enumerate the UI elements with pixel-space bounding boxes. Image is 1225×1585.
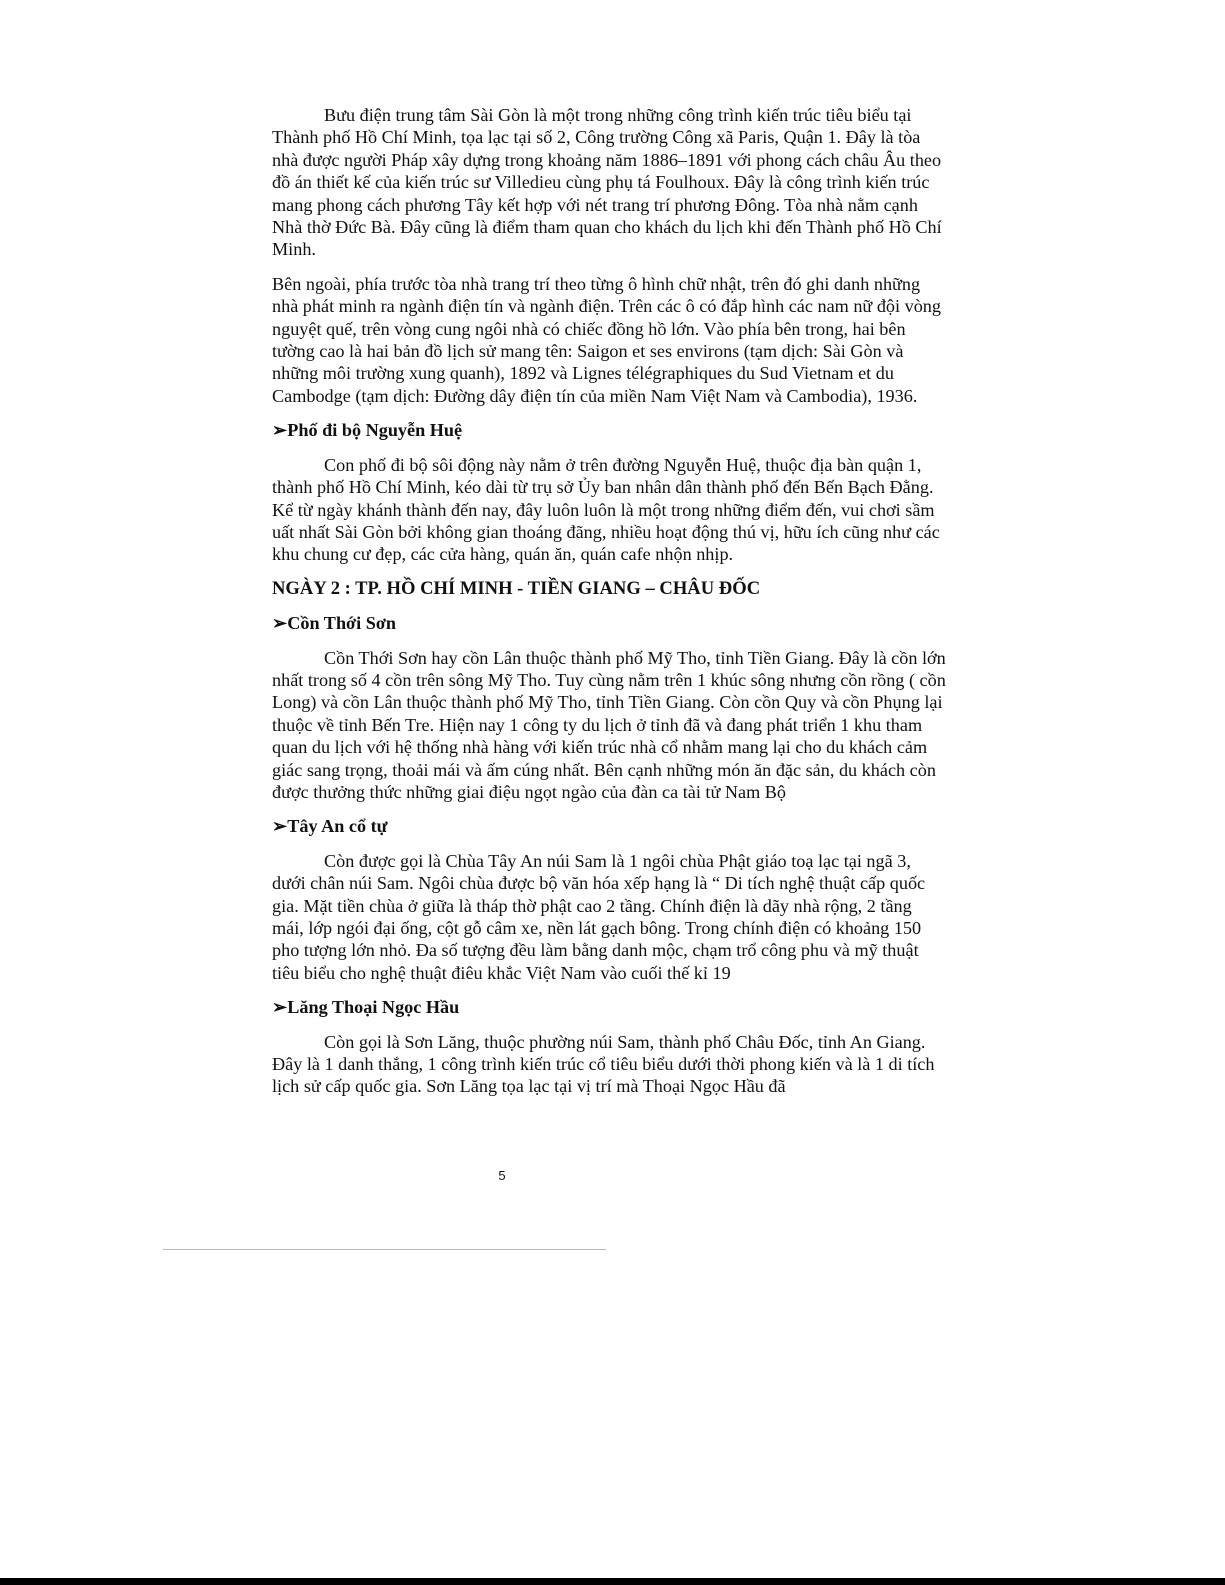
page-number: 5 (498, 1168, 506, 1183)
section-heading-text: Tây An cổ tự (287, 816, 388, 837)
section-body-lang-thoai: Còn gọi là Sơn Lăng, thuộc phường núi Sam, thành phố Châu Đốc, tỉnh An Giang. Đây là 1 danh thắng, 1 công trình kiến trúc cổ tiêu biểu dưới thời phong kiến và là 1 di tích lịch sử cấp quốc gia. Sơn Lăng tọa lạc tại vị trí mà Thoại Ngọc Hầu đã (272, 1031, 935, 1097)
arrow-bullet-icon: ➢ (272, 997, 288, 1018)
arrow-bullet-icon: ➢ (272, 420, 288, 441)
footer-divider (163, 1249, 606, 1250)
section-heading-text: Cồn Thới Sơn (287, 613, 397, 634)
arrow-bullet-icon: ➢ (272, 613, 288, 634)
document-page (272, 104, 948, 1110)
section-heading-text: Lăng Thoại Ngọc Hầu (287, 997, 460, 1018)
section-body-tay-an: Còn được gọi là Chùa Tây An núi Sam là 1 ngôi chùa Phật giáo toạ lạc tại ngã 3, dưới chân núi Sam. Ngôi chùa được bộ văn hóa xếp hạng là “ Di tích nghệ thuật cấp quốc gia. Mặt tiền chùa ở giữa là tháp thờ phật cao 2 tầng. Chính điện là dãy nhà rộng, 2 tầng mái, lớp ngói đại ống, cột gỗ câm xe, nền lát gạch bông. Trong chính điện có khoảng 150 pho tượng lớn nhỏ. Đa số tượng đều làm bằng danh mộc, chạm trổ công phu và mỹ thuật tiêu biểu cho nghệ thuật điêu khắc Việt Nam vào cuối thế kỉ 19 (272, 850, 926, 983)
intro-paragraph-2: Bên ngoài, phía trước tòa nhà trang trí theo từng ô hình chữ nhật, trên đó ghi danh những nhà phát minh ra ngành điện tín và ngành điện. Trên các ô có đắp hình các nam nữ đội vòng nguyệt quế, trên vòng cung ngôi nhà có chiếc đồng hồ lớn. Vào phía bên trong, hai bên tường cao là hai bản đồ lịch sử mang tên: Saigon et ses environs (tạm dịch: Sài Gòn và những môi trường xung quanh), 1892 và Lignes télégraphiques du Sud Vietnam et du Cambodge (tạm dịch: Đường dây điện tín của miền Nam Việt Nam và Cambodia), 1936. (272, 273, 941, 406)
intro-paragraph-1: Bưu điện trung tâm Sài Gòn là một trong những công trình kiến trúc tiêu biểu tại Thành phố Hồ Chí Minh, tọa lạc tại số 2, Công trường Công xã Paris, Quận 1. Đây là tòa nhà được người Pháp xây dựng trong khoảng năm 1886–1891 với phong cách châu Âu theo đồ án thiết kế của kiến trúc sư Villedieu cùng phụ tá Foulhoux. Đây là công trình kiến trúc mang phong cách phương Tây kết hợp với nét trang trí phương Đông. Tòa nhà nằm cạnh Nhà thờ Đức Bà. Đây cũng là điểm tham quan cho khách du lịch khi đến Thành phố Hồ Chí Minh. (272, 105, 942, 260)
section-heading-con-thoi-son (272, 612, 948, 634)
section-heading-tay-an (272, 815, 948, 837)
section-body-con-thoi-son: Cồn Thới Sơn hay cồn Lân thuộc thành phố Mỹ Tho, tỉnh Tiền Giang. Đây là cồn lớn nhất trong số 4 cồn trên sông Mỹ Tho. Tuy cùng nằm trên 1 khúc sông nhưng cồn rồng ( cồn Long) và cồn Lân thuộc thành phố Mỹ Tho, tỉnh Tiền Giang. Còn cồn Quy và cồn Phụng lại thuộc về tỉnh Bến Tre. Hiện nay 1 công ty du lịch ở tỉnh đã và đang phát triển 1 khu tham quan du lịch với hệ thống nhà hàng với kiến trúc nhà cổ nhằm mang lại cho du khách cảm giác sang trọng, thoải mái và ấm cúng nhất. Bên cạnh những món ăn đặc sản, du khách còn được thưởng thức những giai điệu ngọt ngào của đàn ca tài tử Nam Bộ (272, 647, 946, 802)
day-2-heading: NGÀY 2 : TP. HỒ CHÍ MINH - TIỀN GIANG – CHÂU ĐỐC (272, 577, 761, 599)
arrow-bullet-icon: ➢ (272, 816, 288, 837)
section-heading-lang-thoai (272, 996, 948, 1018)
bottom-edge-bar (0, 1578, 1225, 1585)
section-heading-text: Phố đi bộ Nguyễn Huệ (287, 420, 463, 441)
section-body-nguyen-hue: Con phố đi bộ sôi động này nằm ở trên đường Nguyễn Huệ, thuộc địa bàn quận 1, thành phố Hồ Chí Minh, kéo dài từ trụ sở Ủy ban nhân dân thành phố đến Bến Bạch Đằng. Kể từ ngày khánh thành đến nay, đây luôn luôn là một trong những điểm đến, vui chơi sầm uất nhất Sài Gòn bởi không gian thoáng đãng, nhiều hoạt động thú vị, hữu ích cũng như các khu chung cư đẹp, các cửa hàng, quán ăn, quán cafe nhộn nhịp. (272, 454, 940, 565)
section-heading-nguyen-hue (272, 419, 948, 441)
